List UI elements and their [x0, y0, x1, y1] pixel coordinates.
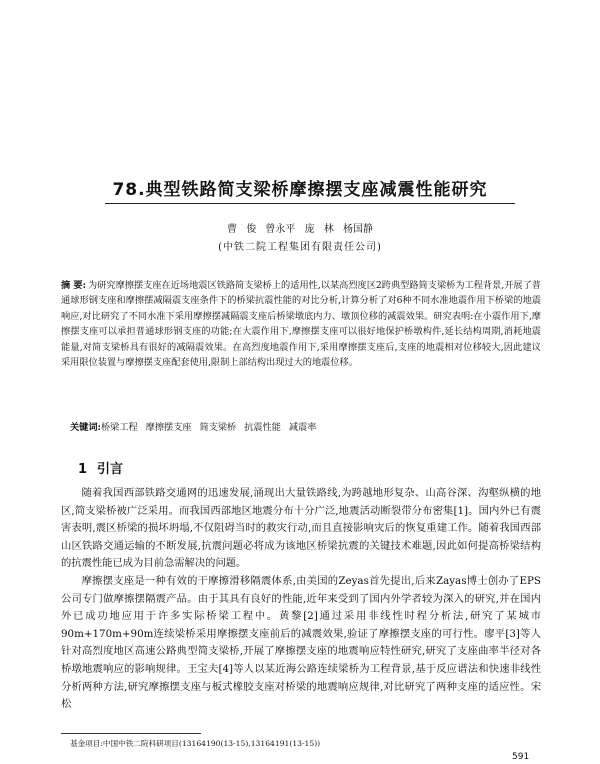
- keywords-list: 桥梁工程 摩擦摆支座 简支梁桥 抗震性能 减震率: [100, 422, 317, 433]
- author-list: 曹 俊 曾永平 庞 林 杨国静: [227, 224, 373, 235]
- section-body: [61, 485, 541, 714]
- abstract-block: [61, 278, 541, 370]
- title-divider: [105, 203, 515, 204]
- author-affiliation: (中铁二院工程集团有限责任公司): [218, 242, 382, 253]
- footnote-divider: [61, 733, 201, 734]
- section-number: 1: [78, 462, 88, 477]
- keywords-block: [70, 419, 540, 433]
- funding-footnote: 基金项目:中国中铁二院科研项目(13164190(13-15),13164191(13-15)): [70, 739, 321, 748]
- section-title: 引言: [97, 462, 124, 477]
- page-number: 591: [512, 752, 530, 762]
- paper-title: 78.典型铁路简支梁桥摩擦摆支座减震性能研究: [112, 180, 488, 200]
- body-paragraph-2: 摩擦摆支座是一种有效的干摩擦滑移隔震体系,由美国的Zeyas首先提出,后来Zayas博士创办了EPS公司专门做摩擦摆隔震产品。由于其具有良好的性能,近年来受到了国内外学者较为深入的研究,并在国内外已成功地应用于许多实际桥梁工程中。黄黎[2]通过采用非线性时程分析法,研究了某城市90m+170m+90m连续梁桥采用摩擦摆支座前后的减震效果,验证了摩擦摆支座的可行性。廖平[3]等人针对高烈度地区高速公路典型简支梁桥,开展了摩擦摆支座的地震响应特性研究,研究了支座曲率半径对各桥墩地震响应的影响规律。王宝夫[4]等人以某近海公路连续梁桥为工程背景,基于反应谱法和快速非线性分析两种方法,研究摩擦摆支座与板式橡胶支座对桥梁的地震响应规律,对比研究了两种支座的适应性。宋松: [61, 574, 541, 711]
- keywords-label: 关键词:: [70, 422, 101, 433]
- abstract-text: 为研究摩擦摆支座在近场地震区铁路简支梁桥上的适用性,以某高烈度区2跨典型路简支梁桥为工程背景,开展了普通球形钢支座和摩擦摆减隔震支座条件下的桥梁抗震性能的对比分析,计算分析了对6种不同水准地震作用下桥梁的地震响应,对比研究了不同水准下采用摩擦摆减隔震支座后桥梁墩底内力、墩顶位移的减震效果。研究表明:在小震作用下,摩擦摆支座可以承担普通球形钢支座的功能;在大震作用下,摩擦摆支座可以很好地保护桥墩构件,延长结构周期,消耗地震能量,对简支梁桥具有很好的减隔震效果。在高烈度地震作用下,采用摩擦摆支座后,支座的地震相对位移较大,因此建议采用限位装置与摩擦摆支座配套使用,限制上部结构出现过大的地震位移。: [61, 280, 541, 369]
- body-paragraph-1: 随着我国西部铁路交通网的迅速发展,涌现出大量铁路线,为跨越地形复杂、山高谷深、沟壑纵横的地区,简支梁桥被广泛采用。而我国西部地区地震分布十分广泛,地震活动断裂带分布密集[1]。国内外已有震害表明,震区桥梁的损坏坍塌,不仅阻碍当时的救灾行动,而且直接影响灾后的恢复重建工作。随着我国西部山区铁路交通运输的不断发展,抗震问题必将成为该地区桥梁抗震的关键技术难题,因此如何提高桥梁结构的抗震性能已成为目前急需解决的问题。: [61, 487, 541, 570]
- abstract-label: 摘 要:: [61, 280, 86, 291]
- section-heading-introduction: [78, 458, 123, 477]
